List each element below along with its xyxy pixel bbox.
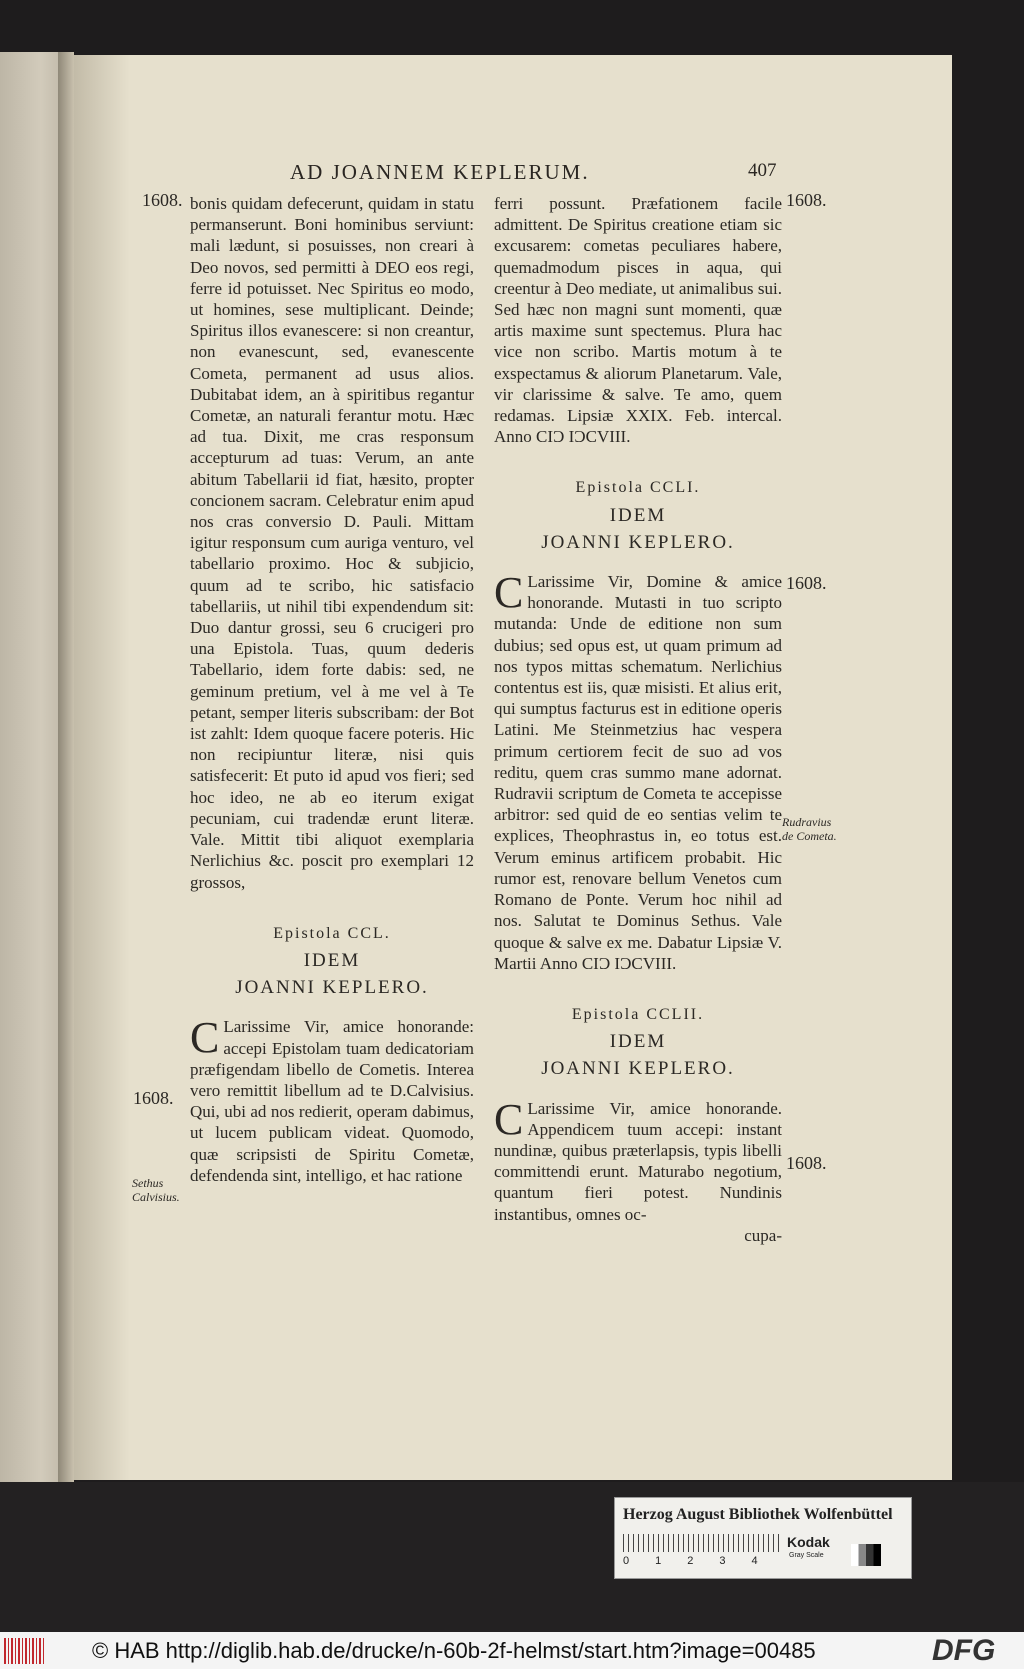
epistle-heading: Epistola CCLII. bbox=[571, 1005, 705, 1023]
epistle-body: C Larissime Vir, Domine & amice honorande. Mutasti in tuo scripto mutanda: Unde de editione non sum dubius; sed opus est, ut quam primum ad nos typos mittas schematum. Nerlichius contentus est iis, quæ misisti. Et alius erit, qui sumptus facturus est in editione operis Latini. Me Steinmetzius hac vespera primum certiorem fecit de suo ad vos reditu, quem cras summo mane adornat. Rudravii scriptum de Cometa te accepisse arbitror: sed quid de eo sentias velim te explices, Theophrastus in, eo totus est. Verum eminus artificem probabit. Hic rumor est, renovare bellum Venetos cum Romano de Ponte. Verum hoc nihil ad nos. Salutat te Dominus Sethus. Vale quoque & salve ex me. Dabatur Lipsiæ V. Martii Anno CIƆ IƆCVIII. bbox=[494, 568, 782, 973]
margin-year: 1608. bbox=[133, 1088, 174, 1108]
body-text: bonis quidam defecerunt, quidam in statu permanserunt. Boni hominibus serviunt: mali lædunt, si posuisses, non creari à Deo novos, sed permitti à DEO eos regi, ferre id potuisset. Nec Spiritus eo modo, ut homines, sese multiplicant. Deinde; Spiritus illos evanescere: si non creantur, non evanescunt, sed, evanescente Cometa, permanent ad usus alios. Dubitabat idem, an à spiritibus regantur Cometæ, an naturali ferantur motu. Hæc ad tua. Dixit, me cras responsum accepturum ad tuas: Verum, an ante abitum Tabellarii id fiat, hæsito, propter concionem sacram. Celebratur enim apud nos cras conversio D. Pauli. Mittam igitur responsum cum auriga venturo, vel tabellario proximo. Hoc & subjicio, quum ad te scribo, hic satisfacio tabellariis, ut nihil tibi expendendum sit: Duo dantur grossi, seu 6 crucigeri pro una Epistola. Tuas, quum dederis Tabellario, idem forte dabis: sed, ne geminum pretium, vel à me vel à Te petant, semper literis subscribam: der Bot ist zahlt: Idem quoque facere poteris. Hic non recipiuntur literæ, nisi quis satisfecerit: Et puto id apud vos fieri; sed hoc ideo, ne ab eo iterum exigat pecuniam, cui tradendæ erunt literæ. Vale. Mittit tibi aliquot exemplaria Nerlichius &c. poscit pro exemplari 12 grossos, bbox=[190, 194, 474, 892]
margin-year: 1608. bbox=[786, 1153, 827, 1173]
drop-cap: C bbox=[190, 1013, 220, 1063]
epistle-idem: IDEM bbox=[303, 949, 361, 971]
margin-note-sethus: Sethus Calvisius. bbox=[132, 1176, 180, 1204]
body-text: ferri possunt. Præfationem facile admittent. De Spiritus creatione etiam sic excusarem: cometas peculiares habere, quemadmodum pisces in aqua, qui creentur à Deo mediate, ut animalibus sui. Sed hæc non magni sunt momenti, quæ artis maxime sunt spectemus. Plura hac vice non scribo. Martis motum à te exspectamus & aliorum Planetarum. Vale, vir clarissime & salve. Te amo, quem redamas. Lipsiæ XXIX. Feb. intercal. Anno CIƆ IƆCVIII. bbox=[494, 194, 782, 447]
margin-year: 1608. bbox=[786, 573, 827, 593]
epistle-recipient: JOANNI KEPLERO. bbox=[541, 1058, 735, 1080]
margin-year: 1608. bbox=[142, 190, 183, 210]
library-name: Herzog August Bibliothek Wolfenbüttel bbox=[623, 1506, 893, 1523]
gray-scale-ruler bbox=[623, 1534, 783, 1552]
epistle-heading: Epistola CCL. bbox=[273, 924, 391, 942]
epistle-body: C Larissime Vir, amice honorande. Appendicem tuum accepi: instant nundinæ, quibus præterlapsis, typis libelli committendi erunt. Maturabo negotium, quantum fieri potest. Nundinis instantibus, omnes oc- bbox=[494, 1094, 782, 1224]
epistle-idem: IDEM bbox=[609, 1031, 667, 1053]
epistle-idem: IDEM bbox=[609, 504, 667, 526]
drop-cap: C bbox=[494, 1094, 524, 1144]
epistle-recipient: JOANNI KEPLERO. bbox=[541, 531, 735, 553]
dfg-logo: DFG bbox=[932, 1634, 996, 1667]
catchword: cupa- bbox=[744, 1225, 782, 1245]
footer-url: © HAB http://diglib.hab.de/drucke/n-60b-2f-helmst/start.htm?image=00485 bbox=[92, 1638, 816, 1663]
epistle-heading: Epistola CCLI. bbox=[575, 479, 701, 497]
kodak-logo: Kodak bbox=[787, 1534, 830, 1550]
text-column-left bbox=[190, 193, 474, 1186]
gray-scale-caption: Gray Scale bbox=[789, 1552, 824, 1559]
barcode-icon bbox=[4, 1638, 46, 1664]
library-label bbox=[614, 1497, 912, 1579]
margin-year: 1608. bbox=[786, 190, 827, 210]
gray-patch bbox=[851, 1544, 881, 1566]
scale-numbers: 01234 bbox=[623, 1555, 784, 1567]
margin-note-rudravius: Rudravius de Cometa. bbox=[782, 815, 837, 843]
page-number: 407 bbox=[748, 160, 777, 181]
epistle-body: C Larissime Vir, amice honorande: accepi Epistolam tuam dedicatoriam præfigendam libello de Cometis. Interea vero remittit libellum ad te D.Calvisius. Qui, ubi ad nos redierit, operam dabimus, ut lucem publicam videat. Quomodo, quæ scripsisti de Spiritu Cometæ, defendenda sint, intelligo, et hac ratione bbox=[190, 1013, 474, 1185]
drop-cap: C bbox=[494, 568, 524, 618]
page-gutter bbox=[58, 52, 74, 1482]
running-head: AD JOANNEM KEPLERUM. bbox=[290, 160, 590, 184]
footer-bar bbox=[0, 1632, 1024, 1669]
text-column-right bbox=[494, 193, 782, 1246]
epistle-recipient: JOANNI KEPLERO. bbox=[235, 977, 429, 999]
